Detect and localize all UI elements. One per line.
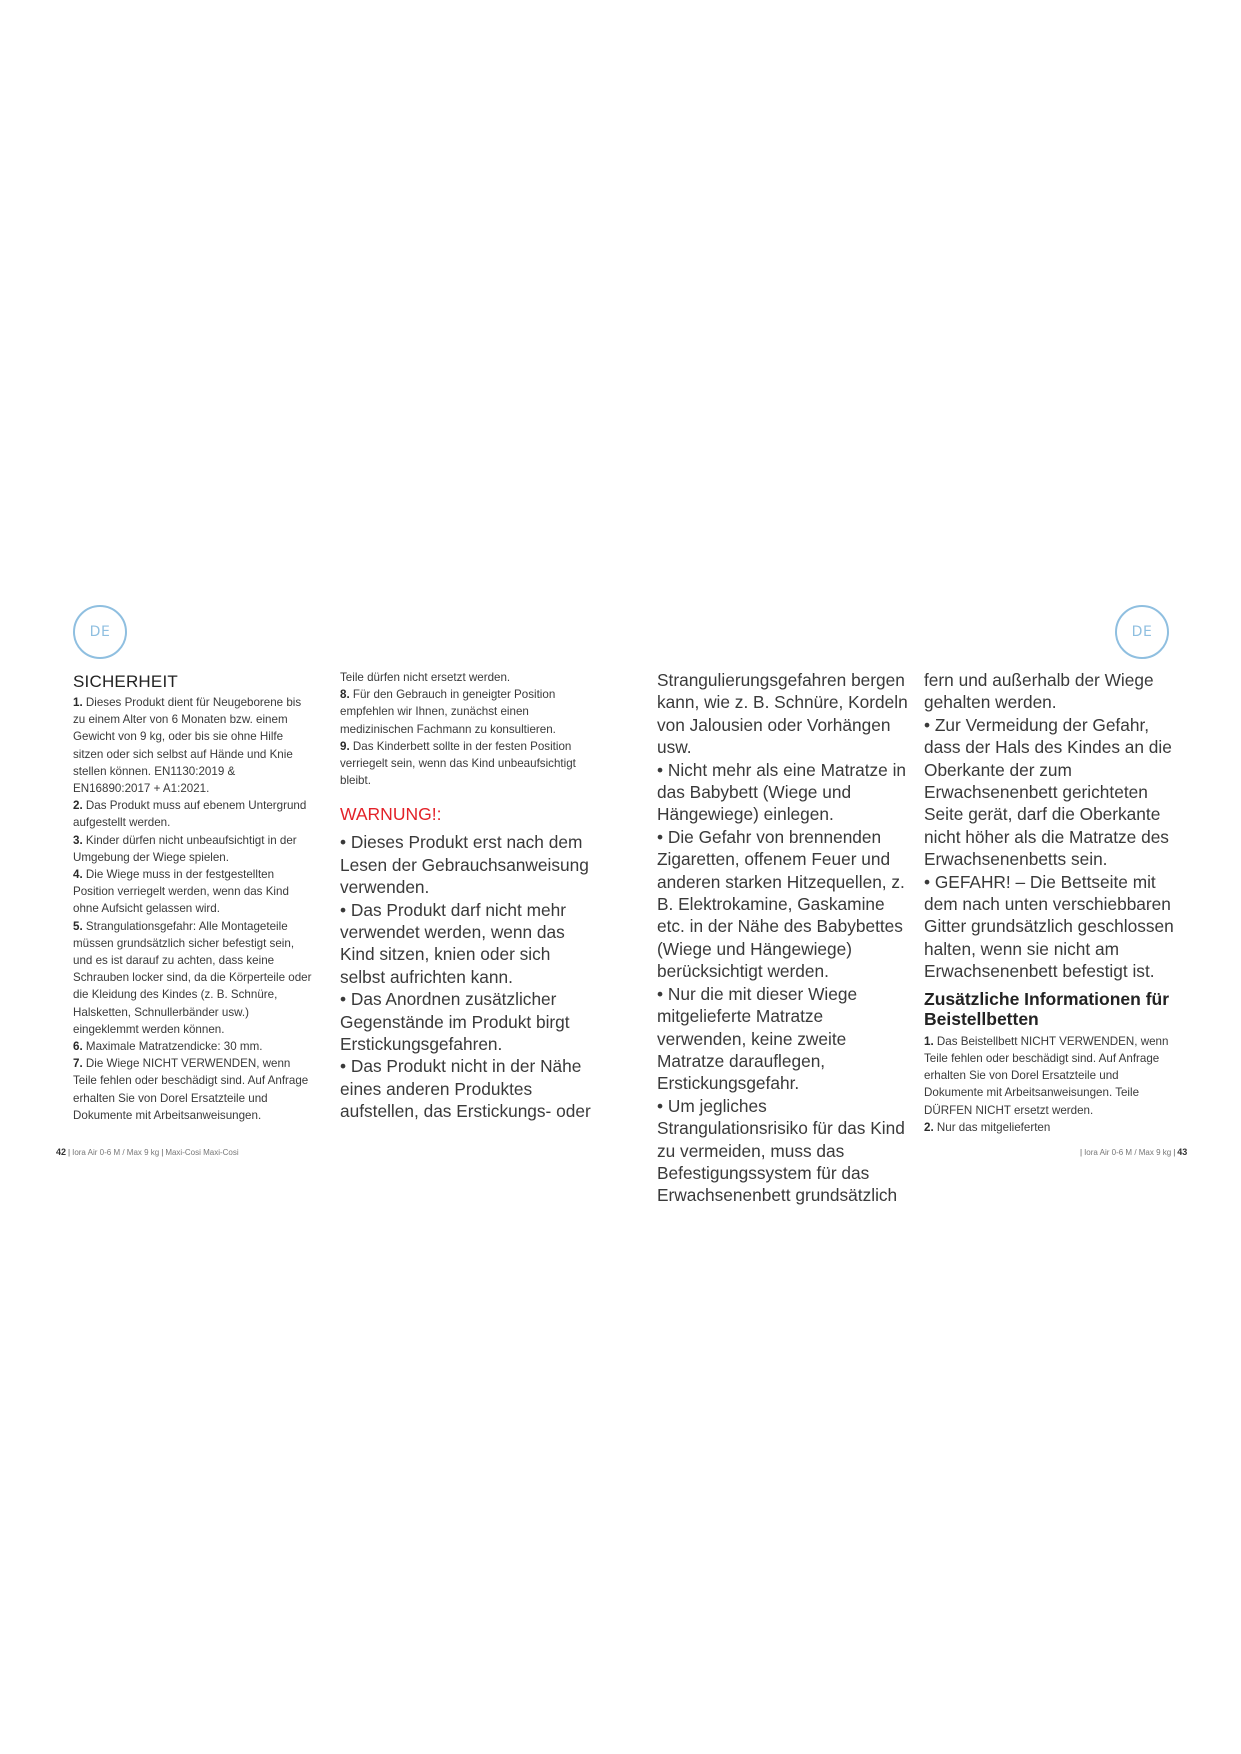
warning-bullet: • GEFAHR! – Die Bettseite mit dem nach unten verschiebbaren Gitter grundsätzlich geschlossen halten, wenn sie nicht am Erwachsenenbett befestigt ist. (924, 871, 1174, 982)
list-item: 2. Das Produkt muss auf ebenem Untergrund aufgestellt werden. (73, 799, 307, 830)
warning-bullet: • Nur die mit dieser Wiege mitgelieferte Matratze verwenden, keine zweite Matratze darauflegen, Erstickungsgefahr. (657, 983, 858, 1094)
footer-brand: Maxi-Cosi Maxi-Cosi (165, 1148, 239, 1157)
page-number-right: 43 (1177, 1147, 1188, 1157)
language-badge-right: DE (1115, 605, 1169, 659)
list-item: 1. Das Beistellbett NICHT VERWENDEN, wenn Teile fehlen oder beschädigt sind. Auf Anfrage erhalten Sie von Dorel Ersatzteile und Dokumente mit Arbeitsanweisungen. Teile DÜRFEN NICHT ersetzt werden. (924, 1034, 1169, 1117)
list-item: 2. Nur das mitgelieferten (924, 1120, 1051, 1134)
warning-bullet: • Die Gefahr von brennenden Zigaretten, offenem Feuer und anderen starken Hitzequellen, z. B. Elektrokamine, Gaskamine etc. in der Nähe des Babybettes (Wiege und Hängewiege) berücksichtigt werden. (657, 826, 905, 982)
list-item: 8. Für den Gebrauch in geneigter Position empfehlen wir Ihnen, zunächst einen medizinischen Fachmann zu konsultieren. (340, 688, 556, 736)
page-number-left: 42 (56, 1147, 67, 1157)
section-heading-beistellbetten: Zusätzliche Informationen für Beistellbetten (924, 988, 1170, 1029)
list-item: 5. Strangulationsgefahr: Alle Montageteile müssen grundsätzlich sicher befestigt sein, und es ist darauf zu achten, dass keine Schrauben locker sind, da die Körperteile oder die Kleidung des Kindes (z. B. Schnüre, Halsketten, Schnullerbänder usw.) eingeklemmt werden können. (73, 919, 312, 1036)
continuation-text: Teile dürfen nicht ersetzt werden. (340, 671, 511, 684)
warning-bullet: • Dieses Produkt erst nach dem Lesen der Gebrauchsanweisung verwenden. (340, 832, 589, 898)
footer-product-right: Iora Air 0-6 M / Max 9 kg (1084, 1148, 1172, 1157)
warning-bullet: • Nicht mehr als eine Matratze in das Babybett (Wiege und Hängewiege) einlegen. (657, 759, 907, 825)
warning-paragraph: Strangulierungsgefahren bergen kann, wie z. B. Schnüre, Kordeln von Jalousien oder Vorhängen usw. (657, 670, 908, 758)
safety-list-continued (340, 669, 600, 789)
column-2 (340, 669, 600, 1123)
warning-bullet: • Das Produkt darf nicht mehr verwendet werden, wenn das Kind sitzen, knien oder sich selbst aufrichten kann. (340, 899, 566, 987)
list-item: 3. Kinder dürfen nicht unbeaufsichtigt in der Umgebung der Wiege spielen. (73, 833, 297, 864)
section-heading-sicherheit: SICHERHEIT (73, 672, 178, 691)
list-item: 6. Maximale Matratzendicke: 30 mm. (73, 1040, 263, 1054)
warning-bullet: • Um jegliches Strangulationsrisiko für das Kind zu vermeiden, muss das Befestigungssystem für das Erwachsenenbett grundsätzlich (657, 1095, 905, 1206)
warning-bullet: • Das Anordnen zusätzlicher Gegenstände im Produkt birgt Erstickungsgefahren. (340, 989, 570, 1055)
warning-list-continued (924, 669, 1174, 983)
column-3 (657, 669, 910, 1207)
footer-product-left: Iora Air 0-6 M / Max 9 kg (72, 1148, 160, 1157)
beistellbett-list (924, 1033, 1174, 1136)
warning-list (340, 831, 600, 1122)
column-1 (73, 671, 313, 1124)
list-item: 1. Dieses Produkt dient für Neugeborene bis zu einem Alter von 6 Monaten bzw. einem Gewicht von 9 kg, oder bis sie ohne Hilfe sitzen oder sich selbst auf Hände und Knie stellen können. EN1130:2019 & EN16890:2017 + A1:2021. (73, 696, 302, 796)
column-4 (924, 669, 1174, 1136)
warning-paragraph: fern und außerhalb der Wiege gehalten werden. (924, 670, 1154, 713)
list-item: 9. Das Kinderbett sollte in der festen Position verriegelt sein, wenn das Kind unbeaufsichtigt bleibt. (340, 739, 576, 788)
warning-heading: WARNUNG!: (340, 804, 442, 825)
language-badge-left: DE (73, 605, 127, 659)
list-item: 4. Die Wiege muss in der festgestellten Position verriegelt werden, wenn das Kind ohne Aufsicht gelassen wird. (73, 868, 289, 916)
safety-list (73, 694, 313, 1124)
footer-left: 42 | Iora Air 0-6 M / Max 9 kg | Maxi-Cosi Maxi-Cosi (56, 1147, 239, 1157)
warning-bullet: • Das Produkt nicht in der Nähe eines anderen Produktes aufstellen, das Erstickungs- oder (340, 1056, 591, 1122)
warning-bullet: • Zur Vermeidung der Gefahr, dass der Hals des Kindes an die Oberkante der zum Erwachsenenbett gerichteten Seite gerät, darf die Oberkante nicht höher als die Matratze des Erwachsenenbetts sein. (924, 714, 1172, 870)
footer-right: | Iora Air 0-6 M / Max 9 kg | 43 (1080, 1147, 1188, 1157)
list-item: 7. Die Wiege NICHT VERWENDEN, wenn Teile fehlen oder beschädigt sind. Auf Anfrage erhalten Sie von Dorel Ersatzteile und Dokumente mit Arbeitsanweisungen. (73, 1057, 309, 1122)
